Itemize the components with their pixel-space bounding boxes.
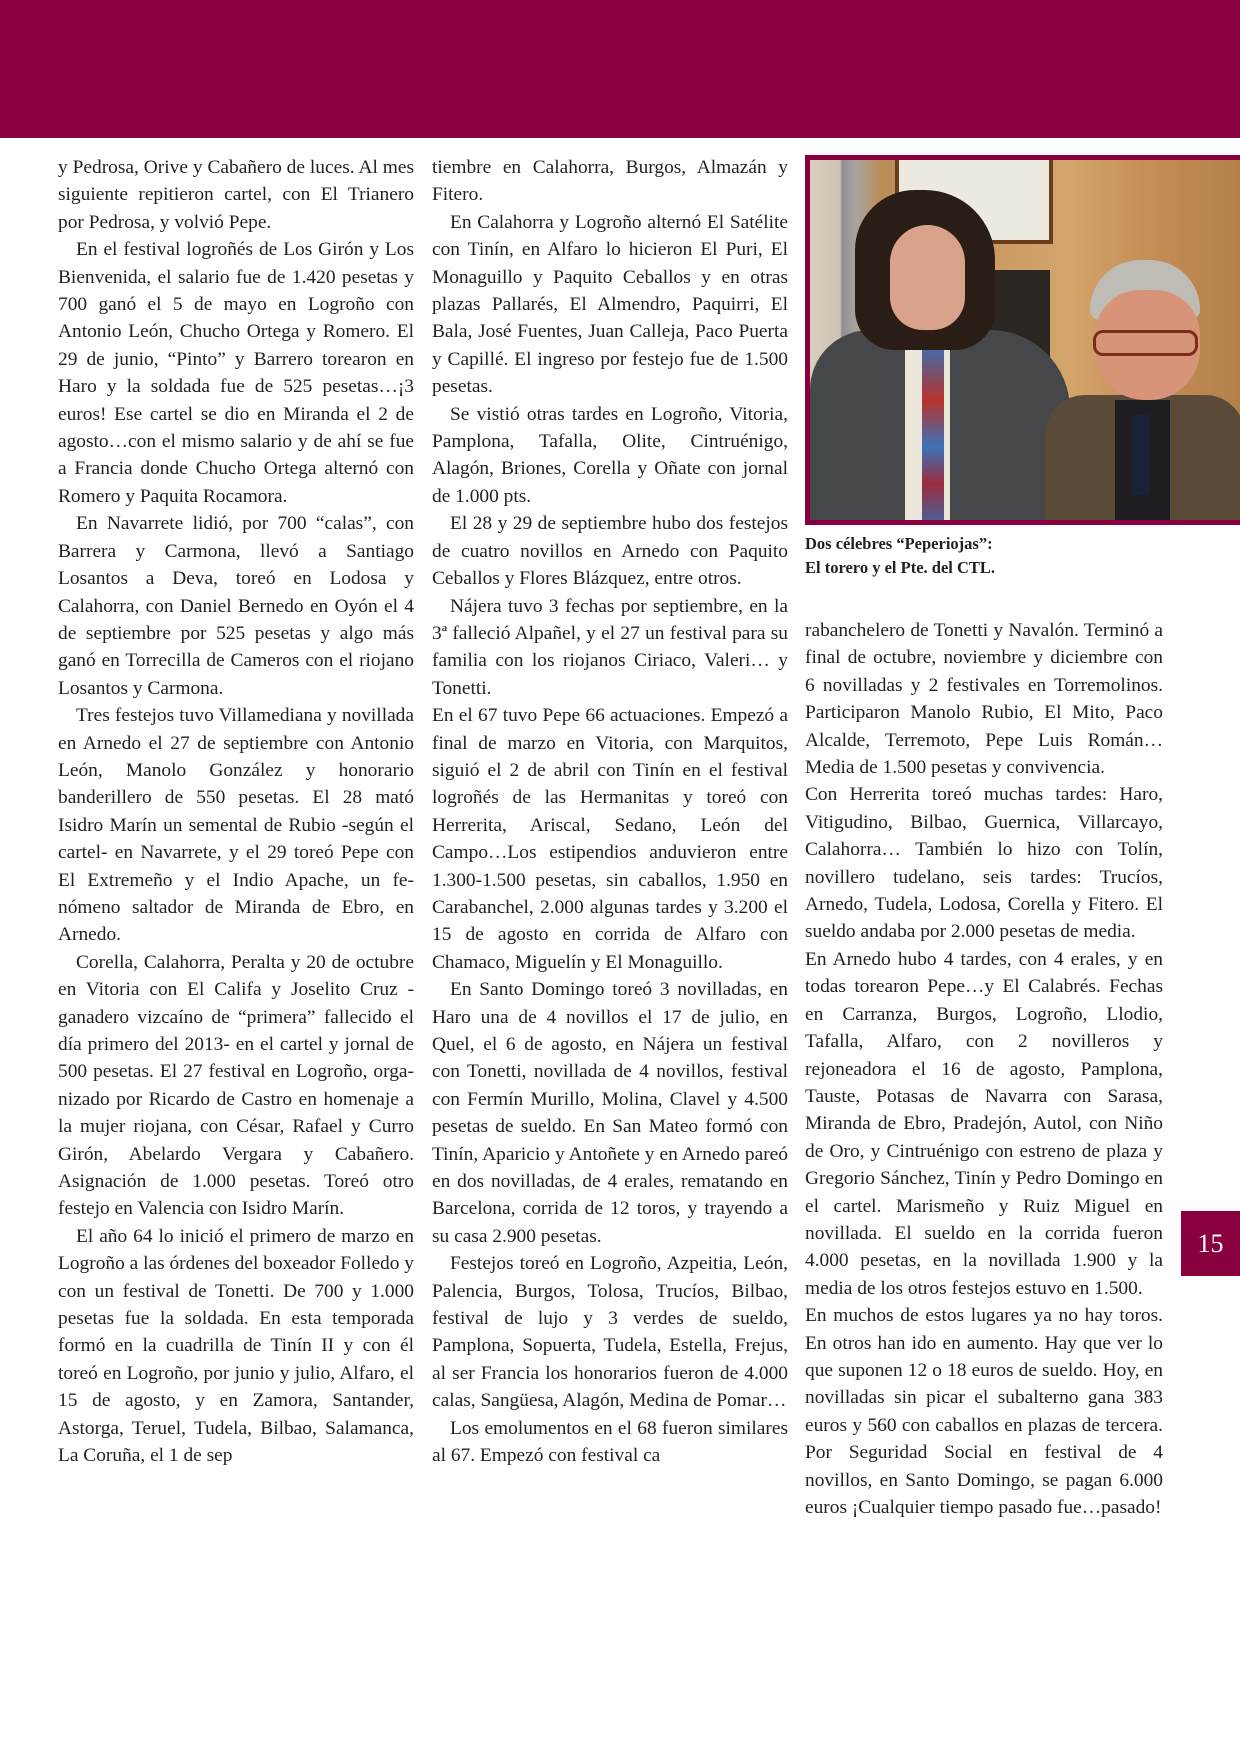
paragraph: En muchos de estos lugares ya no hay toros. En otros han ido en aumento. Hay que ver lo que suponen 12 o 18 euros de sueldo. Hoy, en novilladas sin picar el subalterno gana 383 euros y 560 con caballos en plazas de tercera. Por Seguridad Social en festival de 4 novillos, en Santo Domingo, se pagan 6.000 euros ¡Cualquier tiempo pasado fue…pasado! — [805, 1305, 1163, 1518]
paragraph: y Pedrosa, Orive y Cabañero de luces. Al mes siguiente repitieron cartel, con El Trianero por Pedrosa, y volvió Pepe. — [58, 157, 414, 233]
paragraph: Se vistió otras tardes en Logroño, Vitoria, Pamplona, Tafalla, Olite, Cintruénigo, Alagón, Briones, Corella y Oñate con jornal de 1.000 pts. — [432, 403, 788, 507]
page-number-tab — [1181, 1211, 1240, 1276]
article-column-middle — [432, 154, 788, 1470]
paragraph: Los emolumentos en el 68 fueron similares al 67. Empezó con festival ca — [432, 1417, 788, 1467]
paragraph: Festejos toreó en Logroño, Azpeitia, León, Palencia, Burgos, Tolosa, Trucíos, Bilbao, festival de lujo y 3 verdes de sueldo, Pamplona, Sopuerta, Tudela, Estella, Frejus, al ser Francia los honorarios fueron de 4.000 calas, Sangüesa, Alagón, Medina de Pomar… — [432, 1253, 788, 1412]
photo-caption — [805, 532, 1105, 580]
paragraph: Con Herrerita toreó muchas tardes: Haro, Vitigudino, Bilbao, Guernica, Villarcayo, Calahorra… También lo hizo con Tolín, novillero tudelano, seis tardes: Trucíos, Arnedo, Tudela, Lodosa, Corella y Fitero. El sueldo andaba por 2.000 pesetas de media. — [805, 784, 1163, 943]
paragraph: rabanchelero de Tonetti y Navalón. Terminó a final de octubre, noviembre y diciembre con 6 novilladas y 2 festivales en Torremolinos. Participaron Manolo Rubio, El Mito, Paco Alcalde, Terremoto, Pepe Luis Román…Media de 1.500 pesetas y convivencia. — [805, 620, 1163, 779]
article-column-right — [805, 617, 1163, 1521]
photo-person-right-glasses — [1093, 330, 1198, 356]
paragraph: En Calahorra y Logroño alternó El Satélite con Tinín, en Alfaro lo hicieron El Puri, El Monaguillo y Paquito Ceballos y en otras plazas Pallarés, El Almendro, Paquirri, El Bala, José Fuentes, Juan Calleja, Paco Puerta y Capillé. El ingreso por festejo fue de 1.500 pesetas. — [432, 211, 788, 398]
page-number: 15 — [1197, 1229, 1224, 1258]
paragraph: En Navarrete lidió, por 700 “calas”, con Barrera y Carmona, llevó a Santiago Losantos a Deva, toreó en Lodosa y Calahorra, con Daniel Bernedo en Oyón el 4 de septiembre por 525 pesetas y algo más ganó en Torrecilla de Cameros con el riojano Losantos y Carmona. — [58, 513, 414, 699]
photo-person-left-face — [890, 225, 965, 330]
photo-person-left-tie — [922, 345, 944, 520]
header-color-band — [0, 0, 1240, 138]
photo-person-right-tie — [1132, 415, 1150, 495]
paragraph: El año 64 lo inició el primero de marzo en Logroño a las órdenes del boxeador Folledo y con un festival de Tonetti. De 700 y 1.000 pesetas fue la soldada. En esta temporada formó en la cuadrilla de Tinín II y con él toreó en Logroño, por junio y julio, Alfaro, el 15 de agosto, y en Zamora, Santander, Astorga, Teruel, Tudela, Bilbao, Salamanca, La Coruña, el 1 de sep — [58, 1225, 414, 1467]
paragraph: En Santo Domingo toreó 3 novilladas, en Haro una de 4 novillos el 17 de julio, en Quel, el 6 de agosto, en Nájera un festival con Tonetti, novillada de 4 novillos, festival con Fermín Murillo, Molina, Clavel y 4.500 pesetas de sueldo. En San Mateo formó con Tinín, Aparicio y Antoñete y en Arnedo pareó en dos novilladas, de 4 erales, rematando en Barcelona, corrida de 12 toros, y trayendo a su casa 2.900 pesetas. — [432, 979, 788, 1247]
paragraph: Corella, Calahorra, Peralta y 20 de octubre en Vitoria con El Califa y Joselito Cruz -ganadero vizcaíno de “primera” fallecido el día primero del 2013- en el cartel y jornal de 500 pesetas. El 27 festival en Logroño, organizado por Ricardo de Castro en homenaje a la mujer riojana, con César, Rafael y Curro Girón, Abelardo Vergara y Cabañero. Asignación de 1.000 pesetas. Toreó otro festejo en Valencia con Isidro Marín. — [58, 951, 414, 1220]
photo-two-men — [810, 160, 1240, 520]
caption-line-1: Dos célebres “Peperiojas”: — [805, 534, 993, 553]
paragraph: En el 67 tuvo Pepe 66 actuaciones. Empezó a final de marzo en Vitoria, con Marquitos, siguió el 2 de abril con Tinín en el festival logroñés de las Hermanitas y toreó con Herrerita, Ariscal, Sedano, León del Campo…Los estipendios anduvieron entre 1.300-1.500 pesetas, sin caballos, 1.950 en Carabanchel, 2.000 algunas tardes y 3.200 el 15 de agosto en corrida de Alfaro con Chamaco, Miguelín y El Monaguillo. — [432, 705, 788, 973]
paragraph: En Arnedo hubo 4 tardes, con 4 erales, y en todas torearon Pepe…y El Calabrés. Fechas en Carranza, Burgos, Logroño, Llodio, Tafalla, Alfaro, con 2 novilleros y rejoneadora el 16 de agosto, Pamplona, Tauste, Potasas de Navarra con Sarasa, Miranda de Ebro, Pradejón, Autol, con Niño de Oro, y Cintruénigo con estreno de plaza y Gregorio Sánchez, Tinín y Pedro Domingo en el cartel. Marismeño y Ruiz Miguel en novillada. El sueldo en la corrida fueron 4.000 pesetas, en la novillada 1.900 y la media de los otros festejos estuvo en 1.500. — [805, 948, 1163, 1299]
paragraph: Nájera tuvo 3 fechas por septiembre, en la 3ª falleció Alpañel, y el 27 un festival para su familia con los riojanos Ciriaco, Valeri… y Tonetti. — [432, 595, 788, 699]
paragraph: Tres festejos tuvo Villamediana y novillada en Arnedo el 27 de septiembre con Antonio León, Manolo González y honorario banderillero de 550 pesetas. El 28 mató Isidro Marín un semental de Rubio -según el cartel- en Navarrete, y el 29 toreó Pepe con El Extremeño y el Indio Apache, un fenómeno saltador de Miranda de Ebro, en Arnedo. — [58, 705, 414, 946]
article-column-left — [58, 154, 414, 1470]
paragraph: tiembre en Calahorra, Burgos, Almazán y Fitero. — [432, 157, 788, 206]
paragraph: El 28 y 29 de septiembre hubo dos festejos de cuatro novillos en Arnedo con Paquito Ceballos y Flores Blázquez, entre otros. — [432, 513, 788, 590]
caption-line-2: El torero y el Pte. del CTL. — [805, 558, 996, 577]
photo-frame — [805, 155, 1240, 525]
paragraph: En el festival logroñés de Los Girón y Los Bienvenida, el salario fue de 1.420 pesetas y 700 ganó el 5 de mayo en Logroño con Antonio León, Chucho Ortega y Romero. El 29 de junio, “Pinto” y Barrero torearon en Haro y la soldada fue de 525 pesetas…¡3 euros! Ese cartel se dio en Miranda el 2 de agosto…con el mismo salario y de ahí se fue a Francia donde Chucho Ortega alternó con Romero y Paquita Rocamora. — [58, 239, 414, 507]
